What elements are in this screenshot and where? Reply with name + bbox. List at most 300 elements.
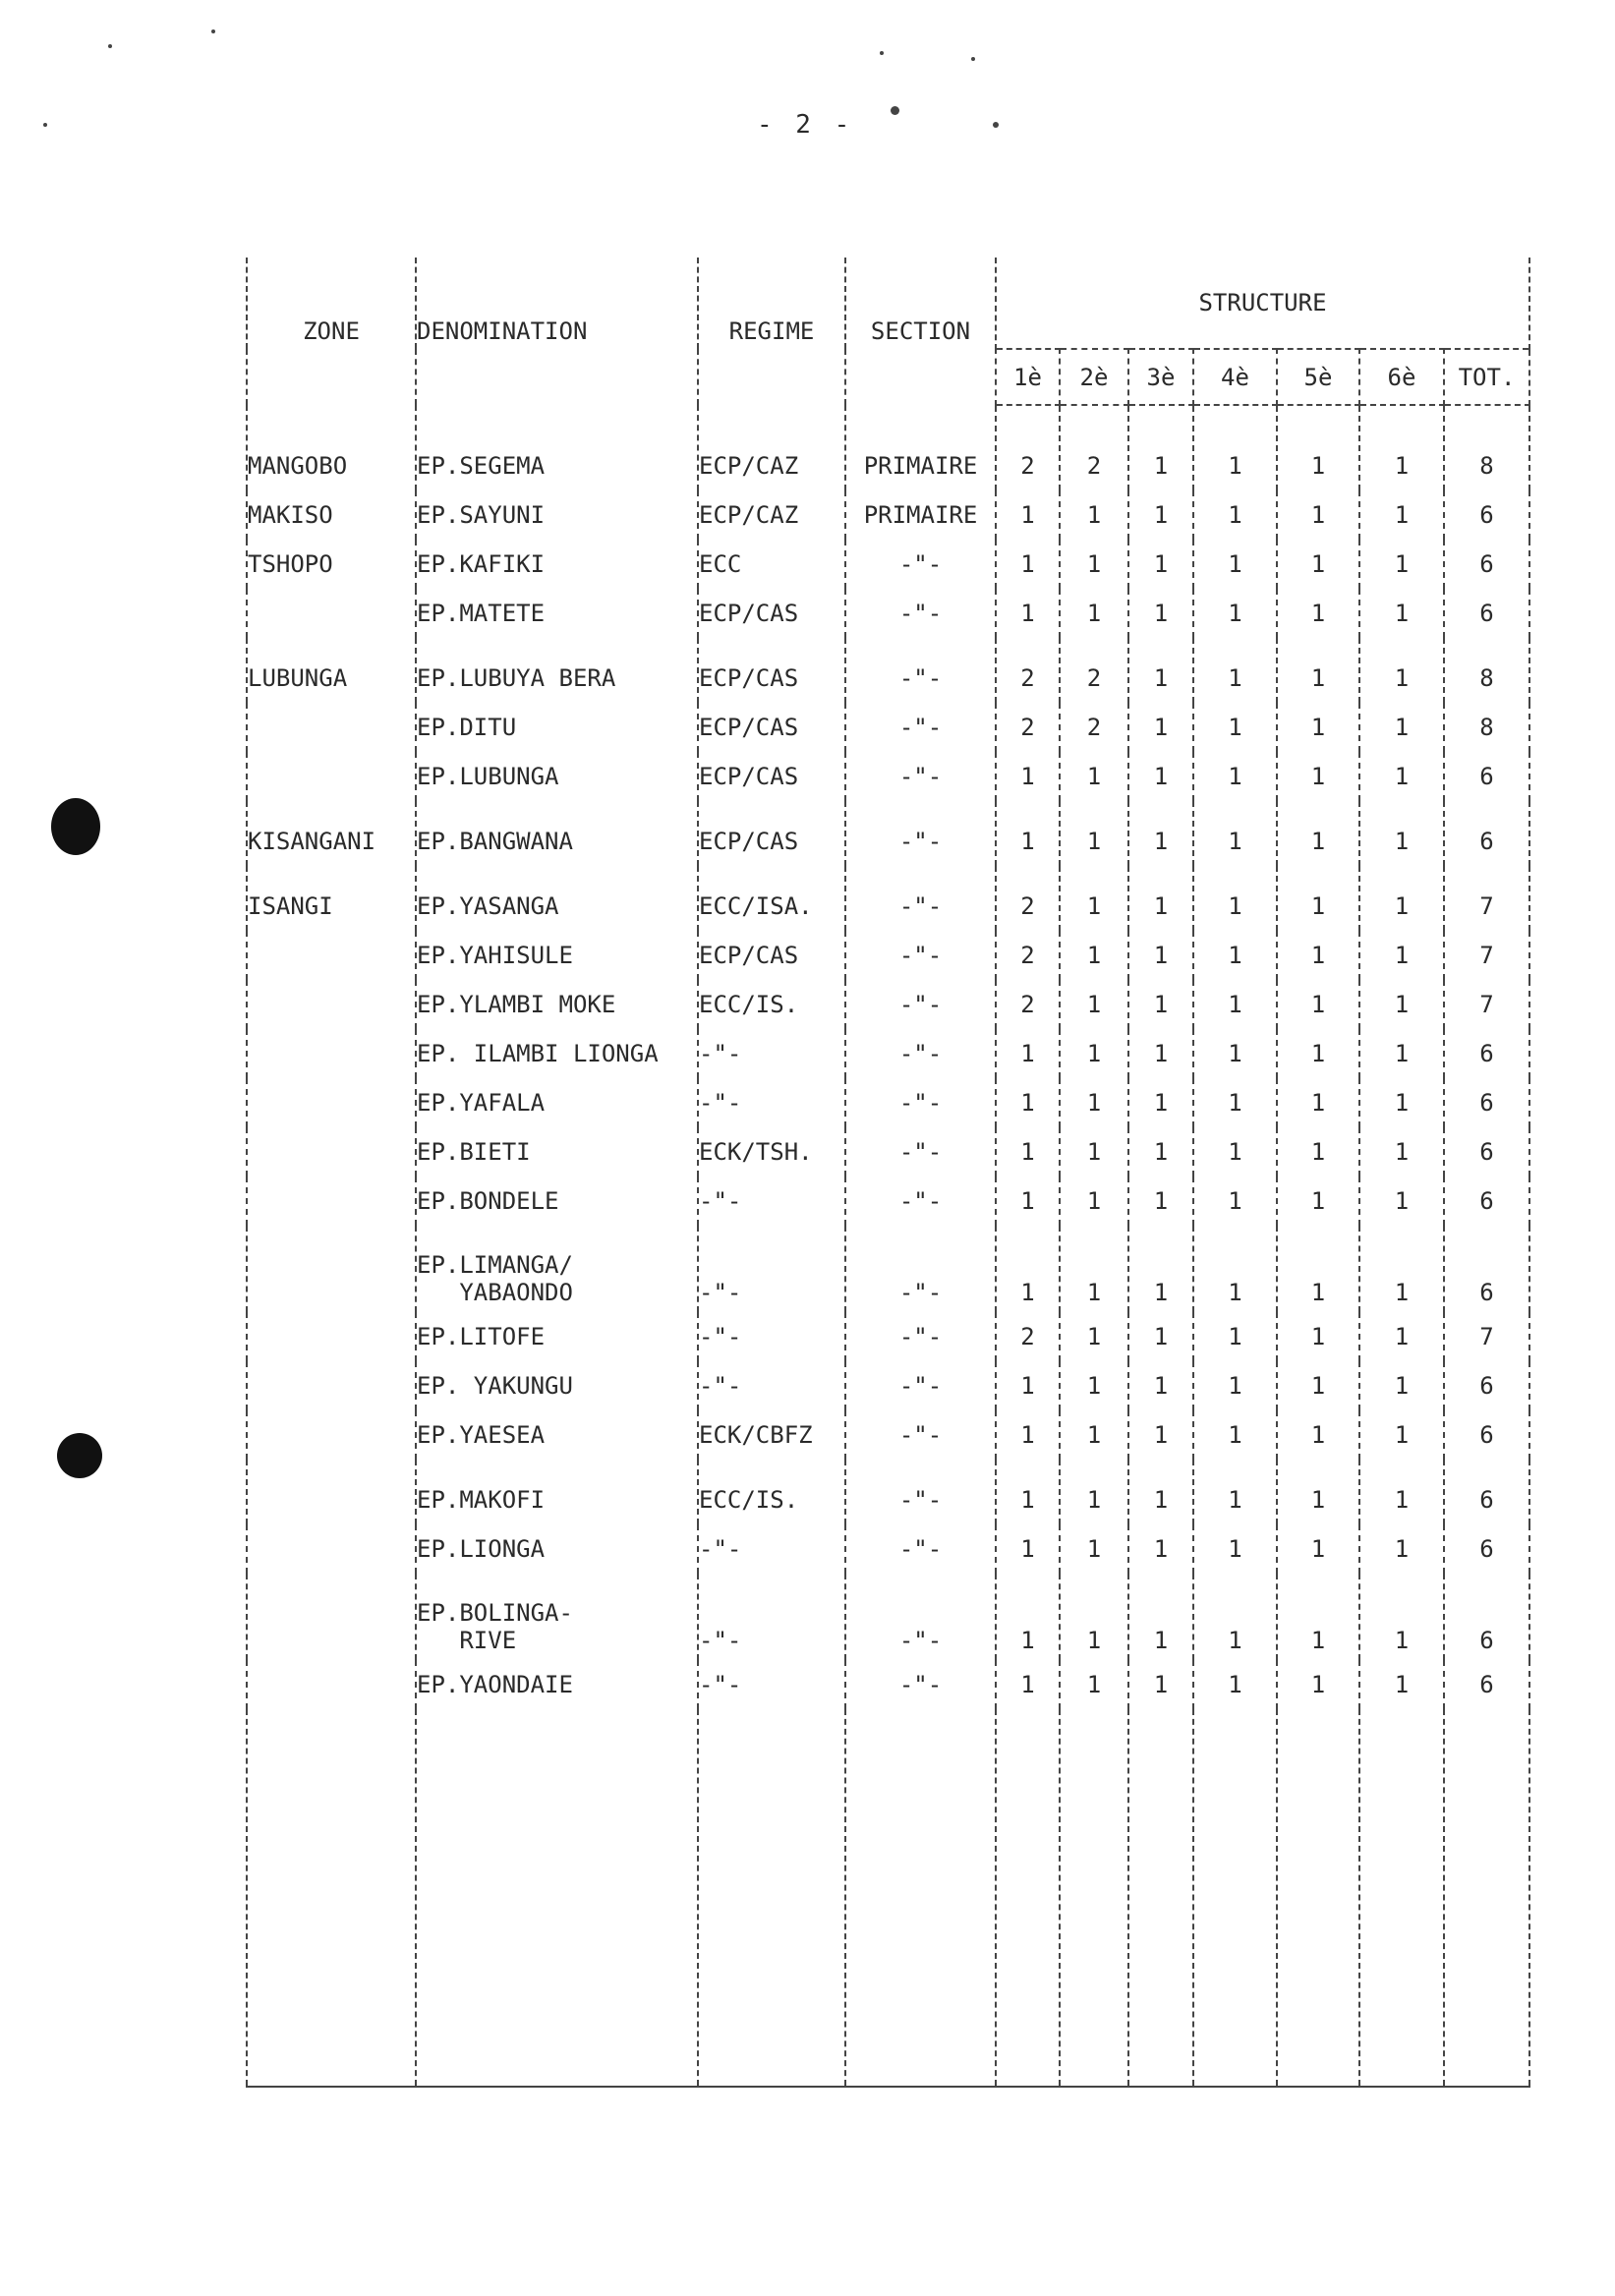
regime-cell: ECC/ISA. xyxy=(698,866,845,931)
zone-cell xyxy=(247,703,416,752)
schedule-table xyxy=(246,258,1530,2088)
grade-count-cell: 1 xyxy=(1193,1574,1277,1660)
grade-count-cell: 1 xyxy=(1060,752,1128,801)
grade-count-cell: 1 xyxy=(1277,931,1359,980)
grade-count-cell: 1 xyxy=(1277,980,1359,1029)
grade-count-cell: 1 xyxy=(1359,703,1444,752)
grade-count-cell: 1 xyxy=(1060,1524,1128,1574)
regime-cell: ECC/IS. xyxy=(698,1460,845,1524)
grade-count-cell: 1 xyxy=(1128,1460,1193,1524)
regime-cell: ECP/CAZ xyxy=(698,490,845,540)
denomination-cell: EP.LUBUYA BERA xyxy=(416,638,698,703)
table-row xyxy=(247,1177,1529,1226)
grade-count-cell: 1 xyxy=(1359,931,1444,980)
grade-count-cell: 1 xyxy=(1193,1460,1277,1524)
denomination-cell: EP.SEGEMA xyxy=(416,405,698,490)
blank-cell xyxy=(1193,1709,1277,2087)
zone-cell: TSHOPO xyxy=(247,540,416,589)
grade-count-cell: 1 xyxy=(1060,1226,1128,1312)
total-cell: 6 xyxy=(1444,1410,1529,1460)
header-grade-1: 1è xyxy=(996,349,1060,405)
grade-count-cell: 1 xyxy=(1060,1410,1128,1460)
total-cell: 6 xyxy=(1444,1078,1529,1127)
zone-cell: ISANGI xyxy=(247,866,416,931)
total-cell: 6 xyxy=(1444,1029,1529,1078)
grade-count-cell: 1 xyxy=(996,540,1060,589)
grade-count-cell: 1 xyxy=(1060,980,1128,1029)
grade-count-cell: 1 xyxy=(1277,1524,1359,1574)
zone-cell xyxy=(247,1226,416,1312)
grade-count-cell: 1 xyxy=(1277,490,1359,540)
zone-cell: MAKISO xyxy=(247,490,416,540)
grade-count-cell: 1 xyxy=(1277,1226,1359,1312)
blank-cell xyxy=(698,1709,845,2087)
regime-cell: -"- xyxy=(698,1361,845,1410)
grade-count-cell: 1 xyxy=(1128,1574,1193,1660)
grade-count-cell: 1 xyxy=(1193,1660,1277,1709)
grade-count-cell: 1 xyxy=(1060,540,1128,589)
table-row xyxy=(247,1460,1529,1524)
table-row xyxy=(247,1312,1529,1361)
header-zone: ZONE xyxy=(247,258,416,405)
grade-count-cell: 1 xyxy=(1193,1078,1277,1127)
section-cell: -"- xyxy=(845,1460,996,1524)
grade-count-cell: 1 xyxy=(996,490,1060,540)
grade-count-cell: 1 xyxy=(1193,1361,1277,1410)
grade-count-cell: 1 xyxy=(996,752,1060,801)
blank-cell xyxy=(1277,1709,1359,2087)
grade-count-cell: 1 xyxy=(1277,752,1359,801)
grade-count-cell: 1 xyxy=(1060,866,1128,931)
zone-cell xyxy=(247,1078,416,1127)
grade-count-cell: 1 xyxy=(1359,540,1444,589)
grade-count-cell: 1 xyxy=(1128,703,1193,752)
blank-cell xyxy=(845,1709,996,2087)
grade-count-cell: 1 xyxy=(1359,1177,1444,1226)
grade-count-cell: 1 xyxy=(996,1660,1060,1709)
section-cell: -"- xyxy=(845,931,996,980)
grade-count-cell: 1 xyxy=(1128,1226,1193,1312)
zone-cell xyxy=(247,1460,416,1524)
grade-count-cell: 1 xyxy=(996,1524,1060,1574)
grade-count-cell: 1 xyxy=(1277,589,1359,638)
denomination-cell: EP.BONDELE xyxy=(416,1177,698,1226)
grade-count-cell: 1 xyxy=(1128,1177,1193,1226)
grade-count-cell: 1 xyxy=(1193,1524,1277,1574)
zone-cell xyxy=(247,1177,416,1226)
grade-count-cell: 1 xyxy=(1193,1127,1277,1177)
section-cell: -"- xyxy=(845,540,996,589)
zone-cell xyxy=(247,1312,416,1361)
blank-filler-row xyxy=(247,1709,1529,2087)
grade-count-cell: 1 xyxy=(1277,1410,1359,1460)
grade-count-cell: 2 xyxy=(996,405,1060,490)
header-grade-5: 5è xyxy=(1277,349,1359,405)
grade-count-cell: 1 xyxy=(1128,1029,1193,1078)
header-grade-4: 4è xyxy=(1193,349,1277,405)
blank-cell xyxy=(1060,1709,1128,2087)
grade-count-cell: 1 xyxy=(1060,490,1128,540)
total-cell: 8 xyxy=(1444,703,1529,752)
grade-count-cell: 2 xyxy=(996,931,1060,980)
regime-cell: -"- xyxy=(698,1029,845,1078)
grade-count-cell: 1 xyxy=(1128,638,1193,703)
grade-count-cell: 1 xyxy=(1359,866,1444,931)
grade-count-cell: 1 xyxy=(1128,1312,1193,1361)
grade-count-cell: 1 xyxy=(1128,1127,1193,1177)
denomination-cell: EP.MATETE xyxy=(416,589,698,638)
section-cell: -"- xyxy=(845,980,996,1029)
scan-speck xyxy=(211,29,215,33)
total-cell: 6 xyxy=(1444,1574,1529,1660)
blank-cell xyxy=(1128,1709,1193,2087)
total-cell: 7 xyxy=(1444,866,1529,931)
table-row xyxy=(247,540,1529,589)
regime-cell: ECK/TSH. xyxy=(698,1127,845,1177)
regime-cell: -"- xyxy=(698,1078,845,1127)
total-cell: 7 xyxy=(1444,1312,1529,1361)
grade-count-cell: 1 xyxy=(1277,1660,1359,1709)
grade-count-cell: 1 xyxy=(1193,1410,1277,1460)
grade-count-cell: 1 xyxy=(1277,1574,1359,1660)
zone-cell xyxy=(247,1127,416,1177)
section-cell: -"- xyxy=(845,1410,996,1460)
table-row xyxy=(247,1574,1529,1660)
table-row xyxy=(247,801,1529,866)
grade-count-cell: 1 xyxy=(1060,1361,1128,1410)
grade-count-cell: 1 xyxy=(1128,866,1193,931)
table-row xyxy=(247,1660,1529,1709)
denomination-cell: EP.YAHISULE xyxy=(416,931,698,980)
grade-count-cell: 1 xyxy=(1277,638,1359,703)
table-row xyxy=(247,752,1529,801)
grade-count-cell: 1 xyxy=(1128,1660,1193,1709)
table-row xyxy=(247,638,1529,703)
grade-count-cell: 1 xyxy=(996,1177,1060,1226)
grade-count-cell: 1 xyxy=(1359,1361,1444,1410)
hole-punch-bottom xyxy=(57,1433,102,1478)
grade-count-cell: 1 xyxy=(1060,1078,1128,1127)
header-grade-3: 3è xyxy=(1128,349,1193,405)
grade-count-cell: 1 xyxy=(1277,1127,1359,1177)
blank-cell xyxy=(1444,1709,1529,2087)
grade-count-cell: 1 xyxy=(1277,1361,1359,1410)
total-cell: 8 xyxy=(1444,405,1529,490)
table-row xyxy=(247,1226,1529,1312)
total-cell: 6 xyxy=(1444,752,1529,801)
denomination-cell: EP.LIONGA xyxy=(416,1524,698,1574)
grade-count-cell: 1 xyxy=(1359,1078,1444,1127)
header-grade-2: 2è xyxy=(1060,349,1128,405)
header-denomination: DENOMINATION xyxy=(416,258,698,405)
grade-count-cell: 1 xyxy=(1193,801,1277,866)
grade-count-cell: 1 xyxy=(996,1574,1060,1660)
grade-count-cell: 1 xyxy=(1060,1127,1128,1177)
denomination-cell: EP.LIMANGA/ YABAONDO xyxy=(416,1226,698,1312)
denomination-cell: EP.LITOFE xyxy=(416,1312,698,1361)
table-row xyxy=(247,931,1529,980)
grade-count-cell: 1 xyxy=(1128,980,1193,1029)
table-row xyxy=(247,703,1529,752)
hole-punch-top xyxy=(51,798,100,855)
grade-count-cell: 1 xyxy=(1060,1029,1128,1078)
grade-count-cell: 1 xyxy=(1193,1226,1277,1312)
grade-count-cell: 1 xyxy=(1359,1574,1444,1660)
grade-count-cell: 1 xyxy=(996,1460,1060,1524)
denomination-cell: EP.KAFIKI xyxy=(416,540,698,589)
section-cell: -"- xyxy=(845,1574,996,1660)
grade-count-cell: 1 xyxy=(1359,589,1444,638)
section-cell: -"- xyxy=(845,1660,996,1709)
denomination-cell: EP.YAFALA xyxy=(416,1078,698,1127)
grade-count-cell: 1 xyxy=(1128,1078,1193,1127)
grade-count-cell: 1 xyxy=(1277,1078,1359,1127)
total-cell: 8 xyxy=(1444,638,1529,703)
grade-count-cell: 1 xyxy=(1128,1524,1193,1574)
grade-count-cell: 1 xyxy=(1193,1312,1277,1361)
grade-count-cell: 1 xyxy=(1060,931,1128,980)
grade-count-cell: 1 xyxy=(1277,540,1359,589)
zone-cell xyxy=(247,752,416,801)
regime-cell: ECC/IS. xyxy=(698,980,845,1029)
denomination-cell: EP.SAYUNI xyxy=(416,490,698,540)
regime-cell: ECK/CBFZ xyxy=(698,1410,845,1460)
grade-count-cell: 1 xyxy=(1128,931,1193,980)
grade-count-cell: 1 xyxy=(1193,490,1277,540)
grade-count-cell: 1 xyxy=(1193,589,1277,638)
section-cell: -"- xyxy=(845,1078,996,1127)
grade-count-cell: 1 xyxy=(1193,703,1277,752)
zone-cell xyxy=(247,980,416,1029)
grade-count-cell: 1 xyxy=(1359,490,1444,540)
grade-count-cell: 1 xyxy=(1277,703,1359,752)
scan-speck xyxy=(108,44,112,48)
table-row xyxy=(247,1410,1529,1460)
denomination-cell: EP.BIETI xyxy=(416,1127,698,1177)
section-cell: -"- xyxy=(845,1361,996,1410)
blank-cell xyxy=(247,1709,416,2087)
regime-cell: ECP/CAS xyxy=(698,638,845,703)
grade-count-cell: 1 xyxy=(1359,1127,1444,1177)
scan-speck xyxy=(971,57,975,61)
section-cell: -"- xyxy=(845,1177,996,1226)
header-section: SECTION xyxy=(845,258,996,405)
zone-cell: LUBUNGA xyxy=(247,638,416,703)
grade-count-cell: 1 xyxy=(1193,1177,1277,1226)
grade-count-cell: 1 xyxy=(1060,801,1128,866)
grade-count-cell: 2 xyxy=(1060,405,1128,490)
grade-count-cell: 1 xyxy=(1060,1460,1128,1524)
header-grade-6: 6è xyxy=(1359,349,1444,405)
regime-cell: ECP/CAS xyxy=(698,752,845,801)
grade-count-cell: 1 xyxy=(1193,638,1277,703)
grade-count-cell: 2 xyxy=(996,1312,1060,1361)
section-cell: -"- xyxy=(845,866,996,931)
denomination-cell: EP. YAKUNGU xyxy=(416,1361,698,1410)
section-cell: PRIMAIRE xyxy=(845,490,996,540)
table-row xyxy=(247,1524,1529,1574)
regime-cell: ECP/CAS xyxy=(698,931,845,980)
grade-count-cell: 1 xyxy=(1359,638,1444,703)
regime-cell: -"- xyxy=(698,1312,845,1361)
regime-cell: ECC xyxy=(698,540,845,589)
grade-count-cell: 1 xyxy=(996,589,1060,638)
zone-cell: KISANGANI xyxy=(247,801,416,866)
section-cell: -"- xyxy=(845,752,996,801)
section-cell: -"- xyxy=(845,1524,996,1574)
total-cell: 6 xyxy=(1444,1524,1529,1574)
scan-speck xyxy=(880,51,884,55)
table-row xyxy=(247,980,1529,1029)
table-bottom-rule xyxy=(247,2087,1529,2088)
total-cell: 6 xyxy=(1444,490,1529,540)
total-cell: 7 xyxy=(1444,931,1529,980)
zone-cell xyxy=(247,1361,416,1410)
grade-count-cell: 1 xyxy=(996,1078,1060,1127)
scan-speck xyxy=(993,122,999,128)
zone-cell xyxy=(247,1574,416,1660)
grade-count-cell: 1 xyxy=(1128,540,1193,589)
section-cell: -"- xyxy=(845,1226,996,1312)
section-cell: -"- xyxy=(845,589,996,638)
grade-count-cell: 1 xyxy=(1359,1029,1444,1078)
grade-count-cell: 1 xyxy=(1060,589,1128,638)
table-row xyxy=(247,1029,1529,1078)
denomination-cell: EP.BOLINGA- RIVE xyxy=(416,1574,698,1660)
zone-cell xyxy=(247,1029,416,1078)
zone-cell xyxy=(247,589,416,638)
grade-count-cell: 1 xyxy=(1359,1660,1444,1709)
grade-count-cell: 1 xyxy=(1193,752,1277,801)
denomination-cell: EP.YAESEA xyxy=(416,1410,698,1460)
grade-count-cell: 1 xyxy=(1359,1226,1444,1312)
grade-count-cell: 1 xyxy=(996,1410,1060,1460)
denomination-cell: EP.BANGWANA xyxy=(416,801,698,866)
section-cell: -"- xyxy=(845,703,996,752)
grade-count-cell: 1 xyxy=(996,1127,1060,1177)
grade-count-cell: 1 xyxy=(1359,1460,1444,1524)
grade-count-cell: 1 xyxy=(1277,1312,1359,1361)
grade-count-cell: 1 xyxy=(1193,1029,1277,1078)
blank-cell xyxy=(416,1709,698,2087)
grade-count-cell: 1 xyxy=(1193,866,1277,931)
grade-count-cell: 1 xyxy=(996,1029,1060,1078)
regime-cell: -"- xyxy=(698,1660,845,1709)
grade-count-cell: 1 xyxy=(1359,980,1444,1029)
regime-cell: ECP/CAZ xyxy=(698,405,845,490)
grade-count-cell: 2 xyxy=(996,980,1060,1029)
zone-cell xyxy=(247,1410,416,1460)
grade-count-cell: 1 xyxy=(1277,866,1359,931)
grade-count-cell: 1 xyxy=(1193,540,1277,589)
grade-count-cell: 1 xyxy=(1128,752,1193,801)
grade-count-cell: 1 xyxy=(1277,1029,1359,1078)
grade-count-cell: 1 xyxy=(1060,1177,1128,1226)
denomination-cell: EP.YAONDAIE xyxy=(416,1660,698,1709)
header-total: TOT. xyxy=(1444,349,1529,405)
denomination-cell: EP.DITU xyxy=(416,703,698,752)
grade-count-cell: 1 xyxy=(1193,980,1277,1029)
zone-cell xyxy=(247,1660,416,1709)
denomination-cell: EP.YLAMBI MOKE xyxy=(416,980,698,1029)
grade-count-cell: 1 xyxy=(1359,752,1444,801)
regime-cell: -"- xyxy=(698,1226,845,1312)
grade-count-cell: 1 xyxy=(1128,490,1193,540)
total-cell: 6 xyxy=(1444,1226,1529,1312)
regime-cell: -"- xyxy=(698,1524,845,1574)
total-cell: 6 xyxy=(1444,1660,1529,1709)
grade-count-cell: 2 xyxy=(996,703,1060,752)
total-cell: 6 xyxy=(1444,1127,1529,1177)
grade-count-cell: 2 xyxy=(996,638,1060,703)
zone-cell xyxy=(247,1524,416,1574)
regime-cell: -"- xyxy=(698,1177,845,1226)
regime-cell: ECP/CAS xyxy=(698,703,845,752)
blank-cell xyxy=(1359,1709,1444,2087)
grade-count-cell: 1 xyxy=(1277,1460,1359,1524)
section-cell: -"- xyxy=(845,1312,996,1361)
grade-count-cell: 1 xyxy=(1359,1312,1444,1361)
table-row xyxy=(247,1127,1529,1177)
grade-count-cell: 1 xyxy=(1060,1660,1128,1709)
total-cell: 6 xyxy=(1444,1361,1529,1410)
section-cell: -"- xyxy=(845,1029,996,1078)
zone-cell xyxy=(247,931,416,980)
total-cell: 6 xyxy=(1444,801,1529,866)
regime-cell: ECP/CAS xyxy=(698,589,845,638)
grade-count-cell: 1 xyxy=(1359,801,1444,866)
total-cell: 6 xyxy=(1444,1460,1529,1524)
denomination-cell: EP. ILAMBI LIONGA xyxy=(416,1029,698,1078)
scan-speck xyxy=(43,123,47,127)
denomination-cell: EP.MAKOFI xyxy=(416,1460,698,1524)
denomination-cell: EP.LUBUNGA xyxy=(416,752,698,801)
table-row xyxy=(247,490,1529,540)
grade-count-cell: 1 xyxy=(1277,801,1359,866)
section-cell: -"- xyxy=(845,801,996,866)
table-row xyxy=(247,866,1529,931)
grade-count-cell: 1 xyxy=(1060,1574,1128,1660)
grade-count-cell: 1 xyxy=(996,801,1060,866)
regime-cell: ECP/CAS xyxy=(698,801,845,866)
grade-count-cell: 1 xyxy=(1193,931,1277,980)
header-structure: STRUCTURE xyxy=(996,258,1529,349)
denomination-cell: EP.YASANGA xyxy=(416,866,698,931)
page-number: - 2 - xyxy=(757,110,854,140)
grade-count-cell: 1 xyxy=(1193,405,1277,490)
total-cell: 6 xyxy=(1444,589,1529,638)
grade-count-cell: 1 xyxy=(996,1226,1060,1312)
table-row xyxy=(247,589,1529,638)
grade-count-cell: 2 xyxy=(996,866,1060,931)
grade-count-cell: 1 xyxy=(1128,405,1193,490)
table-row xyxy=(247,1361,1529,1410)
grade-count-cell: 1 xyxy=(1128,801,1193,866)
zone-cell: MANGOBO xyxy=(247,405,416,490)
grade-count-cell: 1 xyxy=(1359,1410,1444,1460)
grade-count-cell: 2 xyxy=(1060,703,1128,752)
blank-cell xyxy=(996,1709,1060,2087)
grade-count-cell: 1 xyxy=(1277,1177,1359,1226)
scan-speck xyxy=(891,106,899,115)
grade-count-cell: 1 xyxy=(996,1361,1060,1410)
grade-count-cell: 1 xyxy=(1359,405,1444,490)
header-regime: REGIME xyxy=(698,258,845,405)
table-row xyxy=(247,1078,1529,1127)
grade-count-cell: 2 xyxy=(1060,638,1128,703)
total-cell: 6 xyxy=(1444,540,1529,589)
total-cell: 6 xyxy=(1444,1177,1529,1226)
